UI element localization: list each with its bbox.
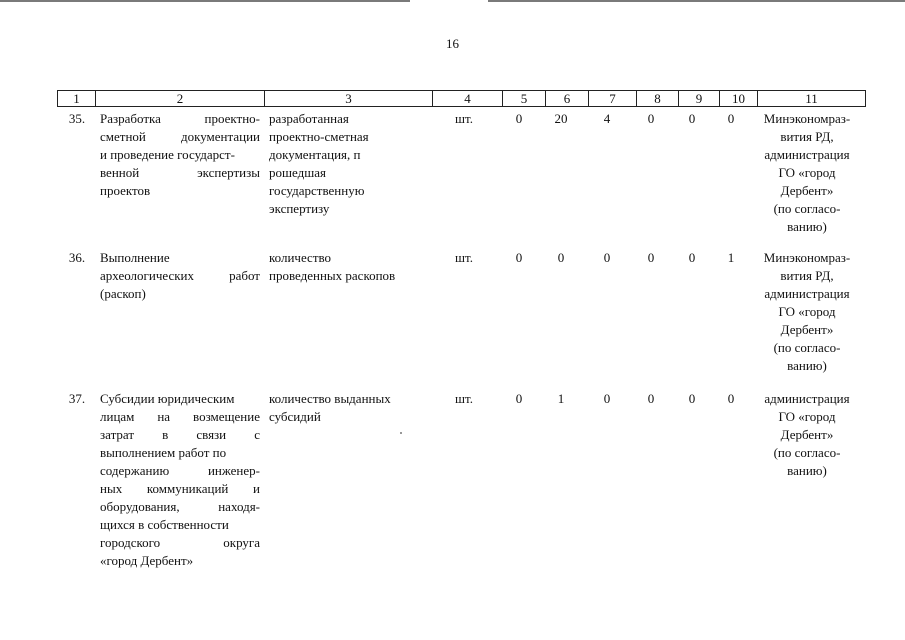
row-number: 36. [68,250,86,265]
executor-line: вития РД, [780,268,834,283]
header-col-10: 10 [720,91,758,107]
header-col-6: 6 [546,91,589,107]
header-col-1: 1 [58,91,96,107]
indicator-line: рошедшая [269,165,326,180]
measure-name-word: связи [196,427,227,442]
measure-name-word: ных [100,481,123,496]
executor-line: администрация [764,286,850,301]
measure-name-word: экспертизы [197,165,260,180]
value-cell-col-10: 0 [727,111,735,126]
indicator-line: государственную [269,183,365,198]
executor-line: Минэкономраз- [763,111,851,126]
page-number: 16 [446,36,459,51]
scan-top-line-right [488,0,905,2]
measure-name-word: инженер- [207,463,260,478]
measure-name-line [100,498,260,516]
executor-line: Минэкономраз- [763,250,851,265]
header-col-9: 9 [679,91,720,107]
measure-name-line [100,516,260,534]
measure-name-line [100,267,260,285]
measure-name-line [100,128,260,146]
unit-cell: шт. [455,111,473,126]
indicator-line: экспертизу [269,201,330,216]
measure-name-line [100,146,260,164]
executor-line: (по согласо- [773,340,841,355]
value-cell-col-6: 1 [557,391,565,406]
value-cell-col-10: 0 [727,391,735,406]
header-col-3: 3 [265,91,433,107]
scan-top-line-left [0,0,410,2]
measure-name-line [100,552,260,570]
executor-line: вития РД, [780,129,834,144]
value-cell-col-9: 0 [688,391,696,406]
measure-name-word: содержанию [100,463,170,478]
measure-name-word: и [253,481,260,496]
indicator-line: количество [269,250,332,265]
executor-line: ГО «город [778,165,836,180]
indicator-line: проектно-сметная [269,129,369,144]
header-col-4: 4 [433,91,503,107]
measure-name-word: округа [223,535,260,550]
measure-name-word: (раскоп) [100,286,146,301]
measure-name-line [100,462,260,480]
indicator-line: субсидий [269,409,321,424]
measure-name-word: в [162,427,169,442]
measure-name-word: сметной [100,129,146,144]
measure-name-line [100,534,260,552]
measure-name-line [100,285,260,303]
header-col-5: 5 [503,91,546,107]
row-number: 35. [68,111,86,126]
unit-cell: шт. [455,391,473,406]
value-cell-col-7: 0 [603,391,611,406]
unit-cell: шт. [455,250,473,265]
executor-line: администрация [764,147,850,162]
measure-name-word: оборудования, [100,499,180,514]
value-cell-col-6: 20 [554,111,568,126]
measure-name-word: «город Дербент» [100,553,194,568]
value-cell-col-5: 0 [515,111,523,126]
executor-line: ГО «город [778,409,836,424]
measure-name-word: работ [229,268,260,283]
measure-name-word: с [254,427,260,442]
measure-name-line [100,480,260,498]
measure-name-word: щихся в собственности [100,517,229,532]
measure-name-word: возмещение [193,409,260,424]
indicator-line: документация, п [269,147,361,162]
header-col-8: 8 [637,91,679,107]
measure-name-word: городского [100,535,161,550]
measure-name-word: коммуникаций [146,481,229,496]
measure-name-line [100,249,260,267]
column-header-table [57,90,866,107]
value-cell-col-7: 4 [603,111,611,126]
measure-name-line [100,408,260,426]
measure-name-word: выполнением работ по [100,445,227,460]
executor-line: Дербент» [780,322,834,337]
executor-line: ванию) [787,358,827,373]
indicator-line: количество выданных [269,391,391,406]
indicator-line: разработанная [269,111,349,126]
measure-name-line [100,390,260,408]
measure-name-word: и проведение государст- [100,147,235,162]
header-col-11: 11 [758,91,866,107]
executor-line: (по согласо- [773,201,841,216]
scan-speck [400,432,402,434]
measure-name-line [100,426,260,444]
measure-name-word: Выполнение [100,250,170,265]
row-number: 37. [68,391,86,406]
measure-name-word: Субсидии юридическим [100,391,235,406]
measure-name-line [100,444,260,462]
measure-name-word: на [157,409,171,424]
value-cell-col-9: 0 [688,250,696,265]
executor-line: Дербент» [780,183,834,198]
measure-name-word: находя- [218,499,260,514]
executor-line: (по согласо- [773,445,841,460]
measure-name-word: лицам [100,409,135,424]
indicator-line: проведенных раскопов [269,268,396,283]
executor-line: администрация [764,391,850,406]
executor-line: ванию) [787,463,827,478]
measure-name-word: затрат [100,427,135,442]
value-cell-col-6: 0 [557,250,565,265]
value-cell-col-9: 0 [688,111,696,126]
measure-name-word: Разработка [100,111,161,126]
value-cell-col-10: 1 [727,250,735,265]
header-col-7: 7 [589,91,637,107]
executor-line: ванию) [787,219,827,234]
measure-name-word: документации [180,129,260,144]
value-cell-col-7: 0 [603,250,611,265]
value-cell-col-8: 0 [647,391,655,406]
measure-name-word: проектно- [204,111,260,126]
value-cell-col-8: 0 [647,250,655,265]
measure-name-word: проектов [100,183,151,198]
value-cell-col-5: 0 [515,250,523,265]
measure-name-word: венной [100,165,140,180]
measure-name-word: археологических [100,268,194,283]
executor-line: Дербент» [780,427,834,442]
header-col-2: 2 [96,91,265,107]
value-cell-col-5: 0 [515,391,523,406]
measure-name-line [100,182,260,200]
measure-name-line [100,164,260,182]
executor-line: ГО «город [778,304,836,319]
measure-name-line [100,110,260,128]
value-cell-col-8: 0 [647,111,655,126]
